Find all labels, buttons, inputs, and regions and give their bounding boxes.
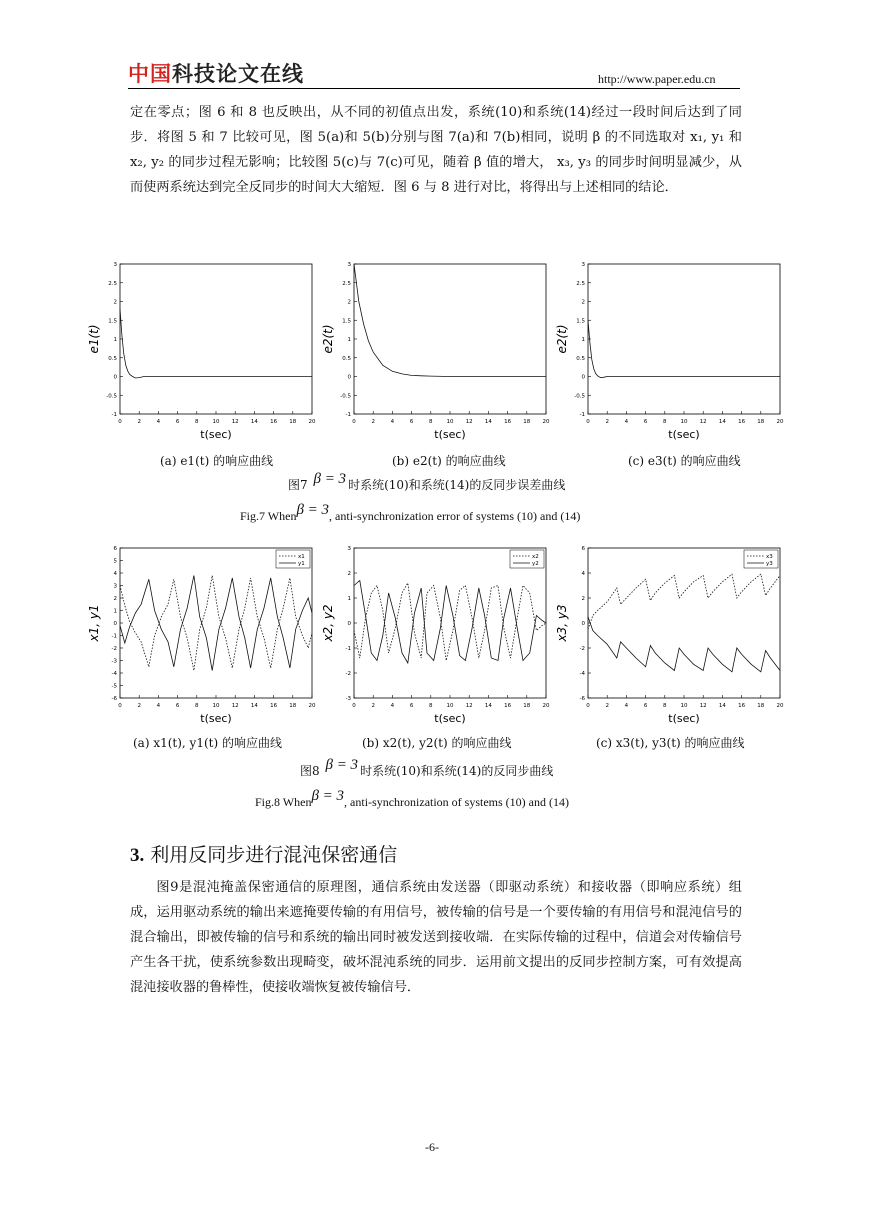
fig7-caption-cn-prefix: 图7: [288, 478, 308, 492]
plot-frame: [354, 548, 546, 698]
y-tick-label: 1: [581, 337, 585, 343]
x-tick-label: 4: [624, 419, 629, 425]
fig7-panel-c: [552, 258, 792, 452]
y-tick-label: 0: [347, 621, 351, 627]
paragraph-1-text: 定在零点；图 6 和 8 也反映出，从不同的初值点出发，系统(10)和系统(14)经过一段时间后达到了同步．将图 5 和 7 比较可见，图 5(a)和 5(b)分别与图 7(a)和 7(b)相同，说明 β 的不同选取对 x₁, y₁ 和 x₂, y₂ 的同步过程无影响；比较图 5(c)与 7(c)可见，随着 β 值的增大， x₃, y₃ 的同步时间明显减少，从而使两系统达到完全反同步的时间大大缩短．图 6 与 8 进行对比，将得出与上述相同的结论．: [130, 105, 742, 195]
legend-label: y1: [298, 561, 305, 567]
y-tick-label: 3: [347, 546, 351, 552]
page-number: -6-: [425, 1140, 439, 1154]
paragraph-2-text: 图9是混沌掩盖保密通信的原理图，通信系统由发送器（即驱动系统）和接收器（即响应系统）组成，运用驱动系统的输出来遮掩要传输的有用信号，被传输的信号是一个要传输的有用信号和混沌信号的混合输出，即被传输的信号和系统的输出同时被发送到接收端．在实际传输的过程中，信道会对传输信号产生各干扰，使系统参数出现畸变，破坏混沌系统的同步．运用前文提出的反同步控制方案，可有效提高混沌接收器的鲁棒性，使接收端恢复被传输信号．: [130, 880, 742, 995]
y-tick-label: 5: [113, 558, 117, 565]
x-tick-label: 18: [757, 703, 765, 709]
x-tick-label: 16: [270, 703, 278, 709]
x-tick-label: 14: [250, 419, 258, 425]
y-tick-label: 0.5: [342, 355, 351, 362]
section-number: 3.: [130, 845, 145, 866]
x-tick-label: 16: [738, 703, 746, 709]
x-tick-label: 10: [680, 703, 688, 709]
y-tick-label: -3: [345, 696, 351, 702]
y-tick-label: 6: [113, 546, 117, 552]
header-url[interactable]: http://www.paper.edu.cn: [598, 72, 716, 86]
fig7-beta-en: β = 3: [296, 502, 330, 518]
x-axis-label: t(sec): [200, 712, 232, 725]
x-tick-label: 12: [699, 419, 707, 425]
x-tick-label: 18: [289, 419, 297, 425]
y-axis-label: x1, y1: [87, 604, 101, 642]
y-tick-label: -0.5: [106, 393, 117, 400]
y-tick-label: -2: [579, 646, 585, 652]
x-tick-label: 8: [195, 703, 199, 709]
plot-frame: [588, 548, 780, 698]
y-tick-label: -1: [579, 412, 585, 418]
plot-frame: [120, 548, 312, 698]
x-axis-label: t(sec): [434, 712, 466, 725]
x-tick-label: 16: [738, 419, 746, 425]
fig8-a-chart: [84, 542, 324, 732]
fig8-a-caption: (a) x1(t), y1(t) 的响应曲线: [133, 736, 282, 750]
plot-frame: [354, 264, 546, 414]
paragraph-2: [130, 875, 742, 1000]
y-tick-label: -2: [345, 671, 351, 677]
fig8-beta-en: β = 3: [311, 788, 345, 804]
x-axis-label: t(sec): [668, 712, 700, 725]
fig7-caption-en-prefix: Fig.7 When: [240, 509, 297, 523]
x-tick-label: 4: [156, 419, 161, 425]
y-tick-label: 0: [581, 374, 585, 381]
paragraph-1: [130, 100, 742, 200]
x-tick-label: 16: [504, 703, 512, 709]
logo-part1: 中国: [128, 62, 172, 86]
x-tick-label: 4: [390, 419, 395, 425]
y-tick-label: 2: [581, 596, 585, 602]
fig8-caption-cn-prefix: 图8: [300, 764, 320, 778]
legend-label: x3: [766, 554, 773, 560]
x-tick-label: 4: [156, 703, 161, 709]
fig8-panel-a: [84, 542, 324, 736]
legend-label: x1: [298, 554, 305, 560]
y-axis-label: x3, y3: [555, 604, 569, 642]
x-tick-label: 0: [586, 703, 590, 709]
x-tick-label: 0: [352, 419, 356, 425]
y-tick-label: 2: [347, 571, 351, 577]
x-tick-label: 16: [270, 419, 278, 425]
fig8-beta-cn: β = 3: [325, 757, 359, 773]
y-tick-label: 1.5: [576, 318, 585, 325]
fig7-panel-a: [84, 258, 324, 452]
header-rule: [128, 88, 740, 89]
x-tick-label: 14: [484, 703, 492, 709]
fig8-caption-en: [255, 788, 569, 811]
x-axis-label: t(sec): [200, 428, 232, 441]
y-tick-label: 0: [113, 374, 117, 381]
x-tick-label: 20: [308, 703, 316, 709]
plot-frame: [588, 264, 780, 414]
y-tick-label: -2: [111, 646, 117, 652]
fig7-b-chart: [318, 258, 558, 448]
x-tick-label: 4: [390, 703, 395, 709]
y-tick-label: -1: [111, 633, 117, 640]
x-tick-label: 2: [371, 703, 375, 709]
fig8-caption-cn-text: 时系统(10)和系统(14)的反同步曲线: [360, 764, 554, 778]
x-tick-label: 2: [605, 703, 609, 709]
x-tick-label: 20: [542, 419, 550, 425]
fig7-a-chart: [84, 258, 324, 448]
x-tick-label: 18: [289, 703, 297, 709]
fig8-panel-c: [552, 542, 792, 736]
x-tick-label: 20: [776, 419, 784, 425]
y-tick-label: -6: [111, 696, 117, 702]
plot-frame: [120, 264, 312, 414]
x-tick-label: 10: [446, 703, 454, 709]
x-tick-label: 20: [776, 703, 784, 709]
y-tick-label: 2: [113, 596, 117, 602]
fig8-caption-en-text: , anti-synchronization of systems (10) and (14): [344, 795, 569, 809]
logo-part2: 科技论文在线: [172, 62, 304, 86]
section-heading: [130, 840, 397, 867]
x-tick-label: 12: [465, 419, 473, 425]
legend-box: [744, 550, 778, 568]
section-title: 利用反同步进行混沌保密通信: [150, 844, 398, 866]
y-tick-label: 0: [113, 621, 117, 627]
x-tick-label: 12: [465, 703, 473, 709]
x-tick-label: 8: [429, 419, 433, 425]
legend-box: [276, 550, 310, 568]
x-tick-label: 14: [718, 703, 726, 709]
legend-label: x2: [532, 554, 539, 560]
y-tick-label: -1: [345, 646, 351, 652]
x-tick-label: 10: [680, 419, 688, 425]
fig8-caption-cn: [300, 757, 554, 780]
x-tick-label: 8: [429, 703, 433, 709]
x-tick-label: 2: [371, 419, 375, 425]
fig7-caption-cn-text: 时系统(10)和系统(14)的反同步误差曲线: [348, 478, 566, 492]
x-tick-label: 2: [137, 703, 141, 709]
y-tick-label: 0: [347, 374, 351, 381]
fig8-c-caption: (c) x3(t), y3(t) 的响应曲线: [596, 736, 745, 750]
y-axis-label: x2, y2: [321, 604, 335, 642]
legend-label: y2: [532, 561, 539, 567]
x-tick-label: 6: [175, 703, 180, 709]
y-tick-label: -1: [111, 412, 117, 418]
x-tick-label: 6: [409, 703, 414, 709]
x-tick-label: 12: [231, 419, 239, 425]
fig8-c-chart: [552, 542, 792, 732]
y-tick-label: -6: [579, 696, 585, 702]
y-tick-label: 0: [581, 621, 585, 627]
fig7-c-caption: (c) e3(t) 的响应曲线: [628, 454, 741, 468]
y-tick-label: -5: [111, 683, 117, 690]
fig7-caption-en-text: , anti-synchronization error of systems (10) and (14): [329, 509, 581, 523]
fig8-caption-en-prefix: Fig.8 When: [255, 795, 312, 809]
y-tick-label: -1: [345, 412, 351, 418]
y-tick-label: -0.5: [574, 393, 585, 400]
x-tick-label: 18: [523, 703, 531, 709]
x-tick-label: 8: [195, 419, 199, 425]
y-tick-label: 2.5: [576, 280, 585, 287]
x-tick-label: 0: [118, 703, 122, 709]
y-tick-label: 1.5: [342, 318, 351, 325]
x-tick-label: 10: [212, 703, 220, 709]
y-tick-label: -3: [111, 658, 117, 665]
y-tick-label: 2.5: [108, 280, 117, 287]
x-tick-label: 14: [484, 419, 492, 425]
x-tick-label: 0: [118, 419, 122, 425]
x-axis-label: t(sec): [668, 428, 700, 441]
y-tick-label: -4: [111, 671, 117, 677]
y-tick-label: -0.5: [340, 393, 351, 400]
x-tick-label: 20: [308, 419, 316, 425]
fig8-panel-b: [318, 542, 558, 736]
y-axis-label: e2(t): [321, 324, 335, 354]
y-tick-label: 4: [113, 571, 117, 577]
x-axis-label: t(sec): [434, 428, 466, 441]
x-tick-label: 18: [523, 419, 531, 425]
x-tick-label: 6: [643, 703, 648, 709]
y-tick-label: 2.5: [342, 280, 351, 287]
x-tick-label: 6: [643, 419, 648, 425]
x-tick-label: 12: [699, 703, 707, 709]
legend-label: y3: [766, 561, 773, 567]
y-tick-label: 3: [113, 262, 117, 268]
fig7-b-caption: (b) e2(t) 的响应曲线: [392, 454, 506, 468]
y-tick-label: 2: [581, 299, 585, 306]
y-tick-label: 2: [347, 299, 351, 306]
fig7-c-chart: [552, 258, 792, 448]
fig7-caption-en: [240, 502, 581, 525]
y-tick-label: 3: [581, 262, 585, 268]
fig7-panel-b: [318, 258, 558, 452]
x-tick-label: 14: [718, 419, 726, 425]
x-tick-label: 2: [605, 419, 609, 425]
fig7-a-caption: (a) e1(t) 的响应曲线: [160, 454, 274, 468]
fig7-beta-cn: β = 3: [313, 471, 347, 487]
y-tick-label: 3: [347, 262, 351, 268]
y-tick-label: 0.5: [108, 355, 117, 362]
y-tick-label: 1: [113, 608, 117, 615]
x-tick-label: 6: [409, 419, 414, 425]
y-axis-label: e1(t): [87, 324, 101, 354]
fig7-caption-cn: [288, 471, 566, 494]
x-tick-label: 0: [586, 419, 590, 425]
x-tick-label: 0: [352, 703, 356, 709]
x-tick-label: 14: [250, 703, 258, 709]
fig8-b-chart: [318, 542, 558, 732]
y-tick-label: 4: [581, 571, 585, 577]
x-tick-label: 10: [446, 419, 454, 425]
x-tick-label: 12: [231, 703, 239, 709]
fig8-b-caption: (b) x2(t), y2(t) 的响应曲线: [362, 736, 512, 750]
y-tick-label: 3: [113, 583, 117, 590]
y-tick-label: 6: [581, 546, 585, 552]
legend-box: [510, 550, 544, 568]
x-tick-label: 18: [757, 419, 765, 425]
x-tick-label: 10: [212, 419, 220, 425]
y-tick-label: 1: [347, 337, 351, 343]
y-tick-label: 1: [347, 596, 351, 602]
y-axis-label: e2(t): [555, 324, 569, 354]
x-tick-label: 6: [175, 419, 180, 425]
x-tick-label: 2: [137, 419, 141, 425]
x-tick-label: 16: [504, 419, 512, 425]
x-tick-label: 20: [542, 703, 550, 709]
x-tick-label: 4: [624, 703, 629, 709]
y-tick-label: 1: [113, 337, 117, 343]
y-tick-label: 2: [113, 299, 117, 306]
site-logo: [128, 58, 304, 88]
x-tick-label: 8: [663, 703, 667, 709]
y-tick-label: -4: [579, 671, 585, 677]
y-tick-label: 0.5: [576, 355, 585, 362]
y-tick-label: 1.5: [108, 318, 117, 325]
x-tick-label: 8: [663, 419, 667, 425]
